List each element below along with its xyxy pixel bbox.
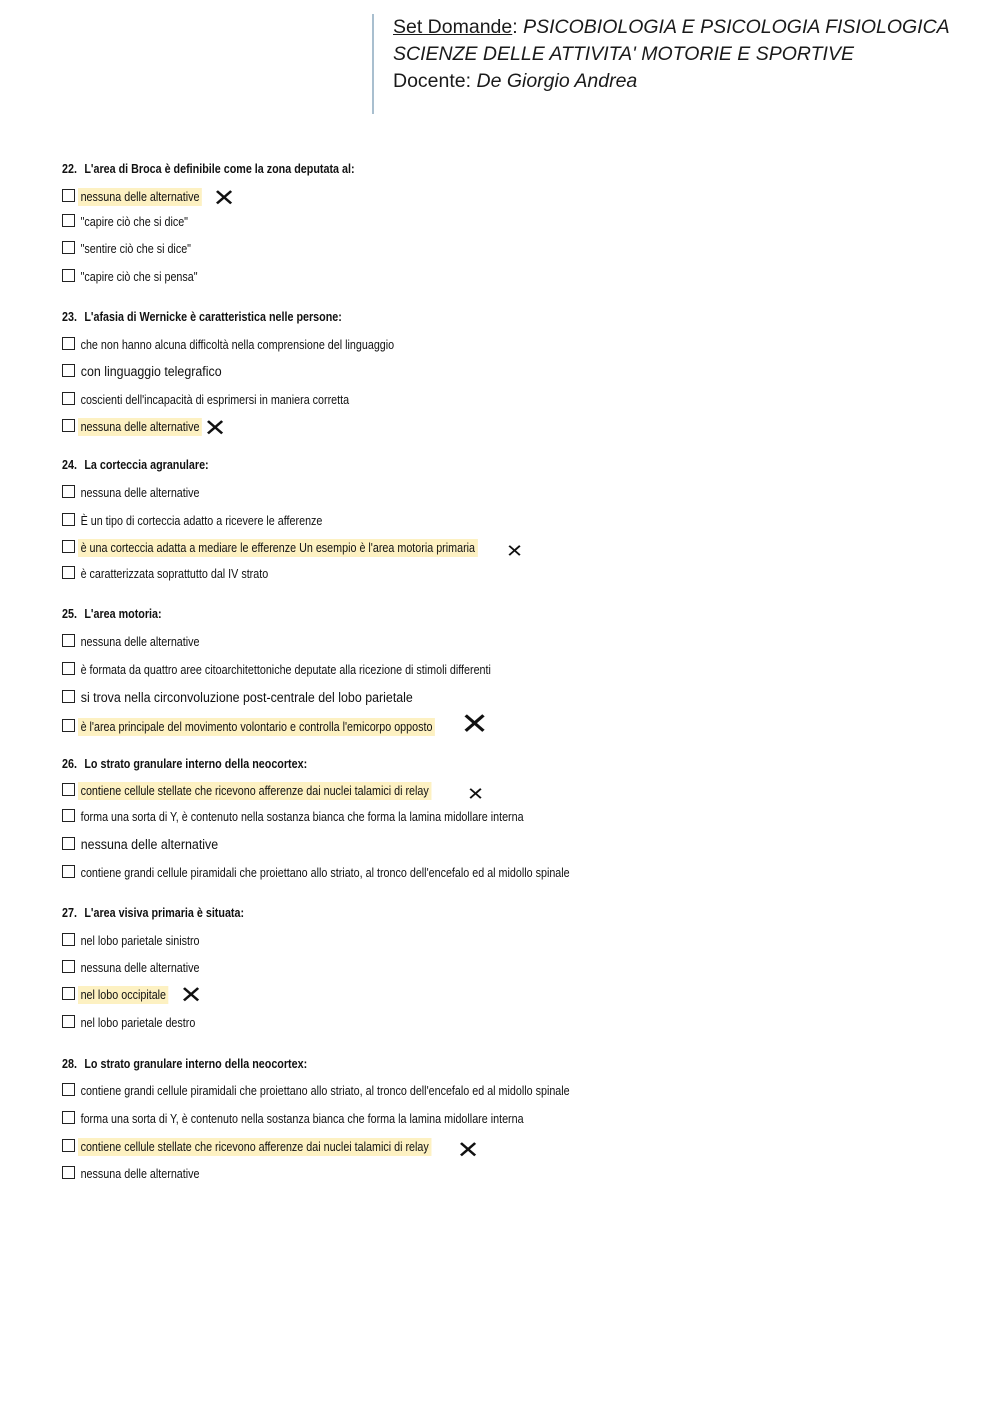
question-text: Lo strato granulare interno della neocortex: (84, 757, 308, 771)
question-22 (62, 162, 355, 176)
checkbox[interactable] (62, 837, 75, 850)
subject-title: PSICOBIOLOGIA E PSICOLOGIA FISIOLOGICA (523, 16, 950, 38)
checkbox[interactable] (62, 809, 75, 822)
set-line (393, 14, 972, 41)
option-text: nessuna delle alternative (80, 961, 200, 975)
set-colon: : (512, 16, 518, 38)
question-text: La corteccia agranulare: (84, 458, 209, 472)
checkbox[interactable] (62, 214, 75, 227)
checkbox[interactable] (62, 933, 75, 946)
option-text: nessuna delle alternative (80, 635, 200, 649)
question-number: 22. (62, 162, 77, 176)
checkbox[interactable] (62, 1083, 75, 1096)
question-text: L'area visiva primaria è situata: (84, 906, 245, 920)
option-text: contiene cellule stellate che ricevono afferenze dai nuclei talamici di relay (78, 782, 431, 800)
checkbox[interactable] (62, 337, 75, 350)
answer-x-icon: ✕ (466, 784, 485, 804)
question-number: 26. (62, 757, 77, 771)
checkbox[interactable] (62, 1111, 75, 1124)
question-text: Lo strato granulare interno della neocortex: (84, 1057, 308, 1071)
checkbox[interactable] (62, 485, 75, 498)
option-text: nel lobo occipitale (78, 986, 169, 1004)
checkbox[interactable] (62, 392, 75, 405)
question-number: 27. (62, 906, 77, 920)
document-header (372, 14, 972, 114)
option-text: "sentire ciò che si dice" (80, 242, 191, 256)
answer-x-icon: ✕ (505, 541, 524, 561)
answer-x-icon: ✕ (460, 708, 490, 741)
question-27 (62, 906, 244, 920)
answer-x-icon: ✕ (203, 415, 227, 442)
question-number: 23. (62, 310, 77, 324)
question-26 (62, 757, 307, 771)
option-text: forma una sorta di Y, è contenuto nella sostanza bianca che forma la lamina midollare interna (80, 810, 524, 824)
question-number: 24. (62, 458, 77, 472)
question-text: L'area motoria: (84, 607, 162, 621)
option-text: con linguaggio telegrafico (80, 364, 222, 379)
checkbox[interactable] (62, 719, 75, 732)
option-text: è caratterizzata soprattutto dal IV strato (80, 567, 269, 581)
set-label: Set Domande (393, 16, 513, 38)
teacher-name: De Giorgio Andrea (476, 70, 638, 92)
checkbox[interactable] (62, 269, 75, 282)
option-text: nessuna delle alternative (80, 837, 219, 852)
question-number: 28. (62, 1057, 77, 1071)
option-text: "capire ciò che si dice" (80, 215, 188, 229)
checkbox[interactable] (62, 783, 75, 796)
option-text: si trova nella circonvoluzione post-centrale del lobo parietale (80, 690, 413, 705)
option-text: nessuna delle alternative (78, 188, 202, 206)
checkbox[interactable] (62, 241, 75, 254)
checkbox[interactable] (62, 540, 75, 553)
option-text: nessuna delle alternative (78, 418, 202, 436)
option-text: è l'area principale del movimento volontario e controlla l'emicorpo opposto (78, 718, 435, 736)
option-text: contiene cellule stellate che ricevono afferenze dai nuclei talamici di relay (78, 1138, 431, 1156)
answer-x-icon: ✕ (456, 1137, 480, 1164)
option-text: forma una sorta di Y, è contenuto nella sostanza bianca che forma la lamina midollare interna (80, 1112, 524, 1126)
option-text: nessuna delle alternative (80, 486, 200, 500)
question-23 (62, 310, 342, 324)
question-25 (62, 607, 162, 621)
option-text: contiene grandi cellule piramidali che proiettano allo striato, al tronco dell'encefalo ed al midollo spinale (80, 866, 570, 880)
question-28 (62, 1057, 307, 1071)
checkbox[interactable] (62, 690, 75, 703)
teacher-line (393, 68, 972, 95)
option-text: "capire ciò che si pensa" (80, 270, 198, 284)
course-title: SCIENZE DELLE ATTIVITA' MOTORIE E SPORTIVE (393, 43, 854, 65)
answer-x-icon: ✕ (212, 185, 236, 212)
checkbox[interactable] (62, 634, 75, 647)
checkbox[interactable] (62, 865, 75, 878)
checkbox[interactable] (62, 1139, 75, 1152)
question-text: L'afasia di Wernicke è caratteristica nelle persone: (84, 310, 342, 324)
checkbox[interactable] (62, 987, 75, 1000)
checkbox[interactable] (62, 364, 75, 377)
checkbox[interactable] (62, 189, 75, 202)
checkbox[interactable] (62, 419, 75, 432)
question-text: L'area di Broca è definibile come la zona deputata al: (84, 162, 355, 176)
option-text: che non hanno alcuna difficoltà nella comprensione del linguaggio (80, 338, 395, 352)
option-text: contiene grandi cellule piramidali che proiettano allo striato, al tronco dell'encefalo ed al midollo spinale (80, 1084, 570, 1098)
option-text: è una corteccia adatta a mediare le efferenze Un esempio è l'area motoria primaria (78, 539, 478, 557)
checkbox[interactable] (62, 960, 75, 973)
question-24 (62, 458, 209, 472)
checkbox[interactable] (62, 662, 75, 675)
option-text: È un tipo di corteccia adatto a ricevere le afferenze (80, 514, 323, 528)
checkbox[interactable] (62, 513, 75, 526)
option-text: nessuna delle alternative (80, 1167, 200, 1181)
checkbox[interactable] (62, 1166, 75, 1179)
answer-x-icon: ✕ (179, 982, 203, 1009)
option-text: è formata da quattro aree citoarchitettoniche deputate alla ricezione di stimoli differenti (80, 663, 491, 677)
option-text: coscienti dell'incapacità di esprimersi in maniera corretta (80, 393, 350, 407)
option-text: nel lobo parietale sinistro (80, 934, 200, 948)
checkbox[interactable] (62, 566, 75, 579)
question-number: 25. (62, 607, 77, 621)
teacher-label: Docente: (393, 70, 472, 92)
checkbox[interactable] (62, 1015, 75, 1028)
option-text: nel lobo parietale destro (80, 1016, 196, 1030)
